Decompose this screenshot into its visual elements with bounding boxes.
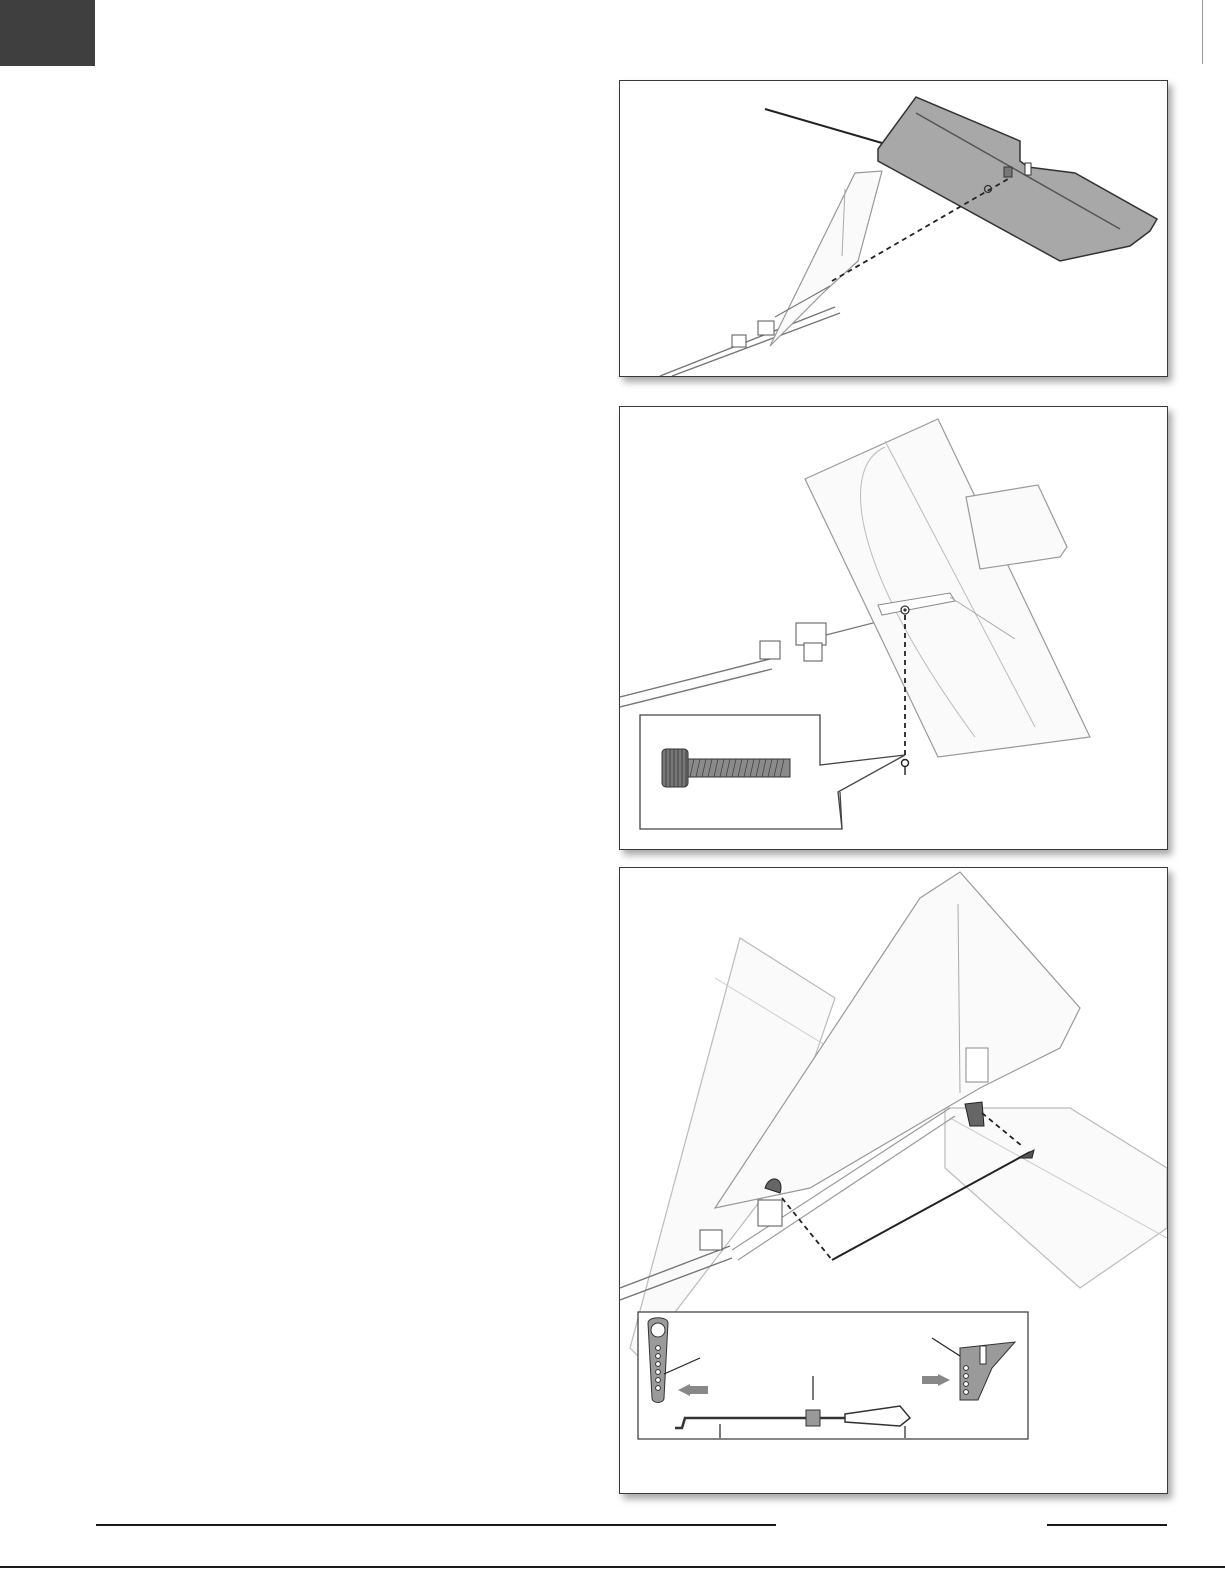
rudder-pushrod-illustration bbox=[620, 868, 1167, 1493]
page-bottom-line bbox=[0, 1566, 1225, 1568]
figure-stabilizer-install bbox=[619, 80, 1168, 377]
section-tab bbox=[0, 0, 95, 66]
horizontal-stabilizer-illustration bbox=[620, 81, 1167, 376]
figure-pushrod-connection bbox=[619, 867, 1168, 1494]
margin-rule bbox=[1202, 0, 1203, 64]
tail-screw-illustration bbox=[620, 407, 1167, 849]
footer-rule-left bbox=[96, 1524, 776, 1526]
figure-tail-screw-install bbox=[619, 406, 1168, 850]
footer-rule-right bbox=[1047, 1524, 1167, 1526]
